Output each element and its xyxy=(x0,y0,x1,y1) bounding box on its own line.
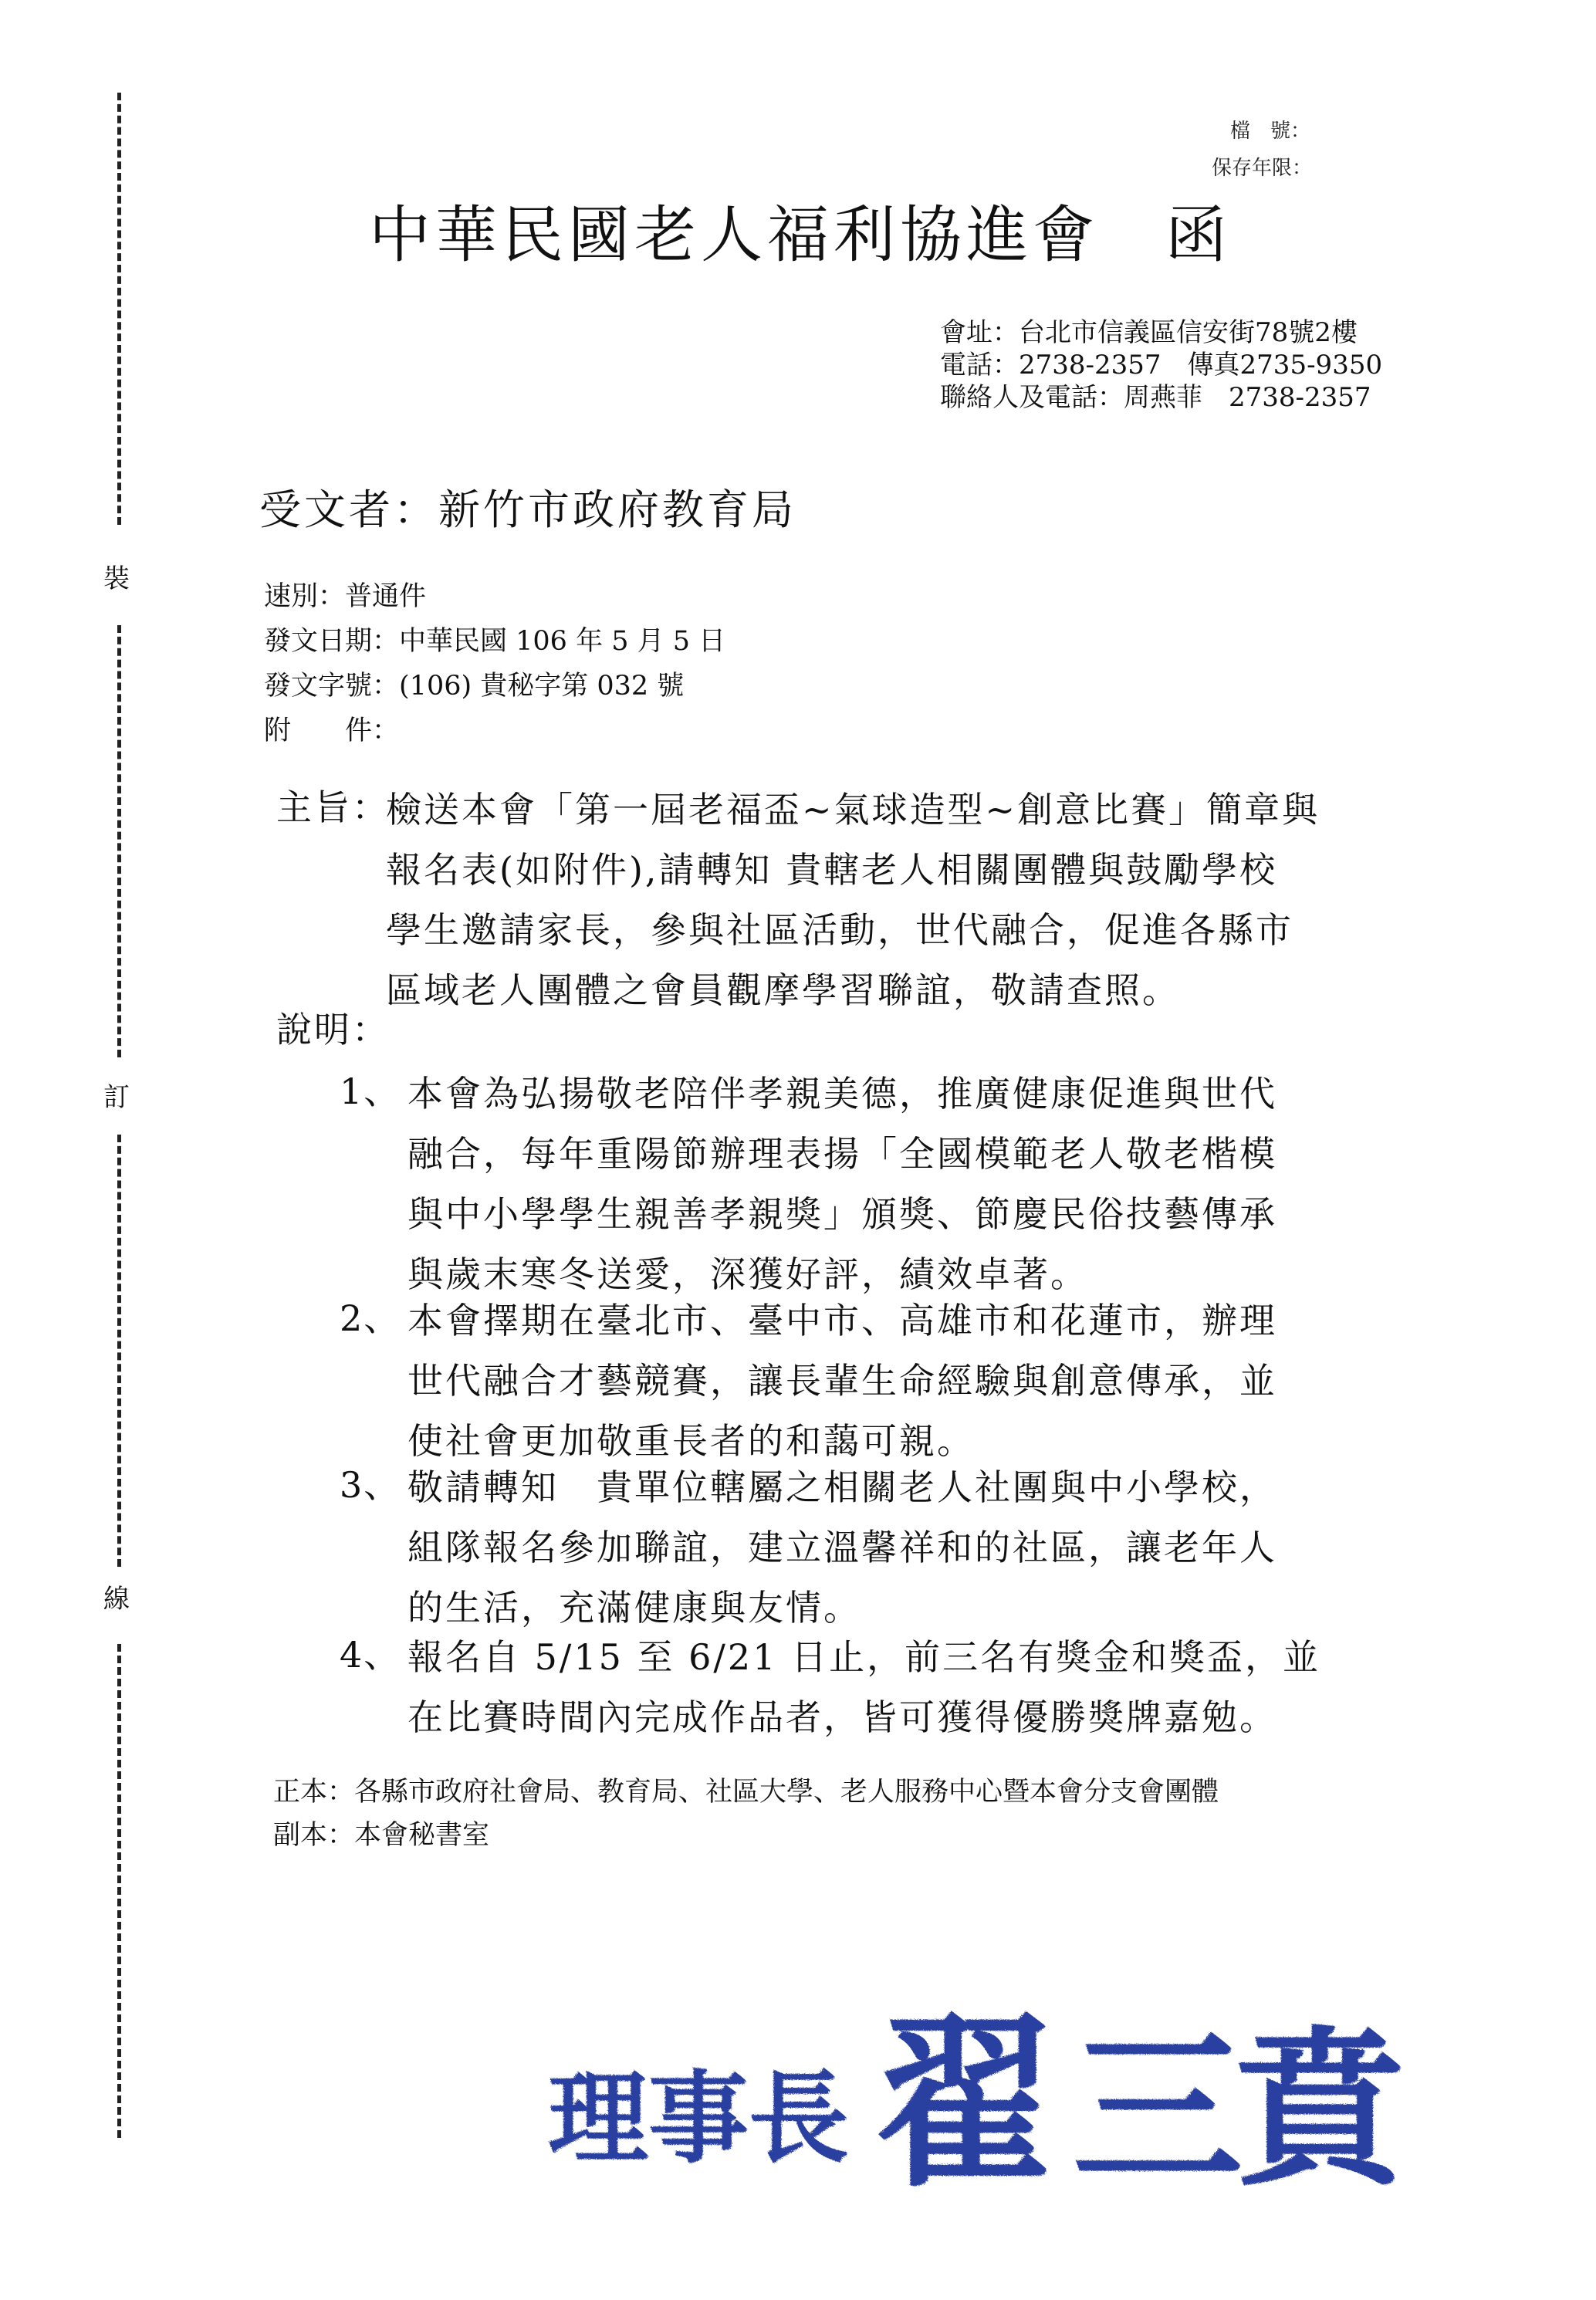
contact-block xyxy=(940,316,1382,414)
binding-dashed-line xyxy=(117,1135,121,1567)
chairman-signature-stamp xyxy=(548,1976,1412,2207)
distribution-block xyxy=(273,1771,1219,1857)
recipient: 受文者：新竹市政府教育局 xyxy=(259,485,796,534)
item-line: 在比賽時間內完成作品者，皆可獲得優勝獎牌嘉勉。 xyxy=(407,1696,1277,1738)
stamp-glyph: 理 xyxy=(548,2060,649,2177)
binding-dashed-line xyxy=(117,93,121,525)
subject-body xyxy=(386,780,1420,1020)
item-line: 與中小學學生親善孝親獎」頒獎、節慶民俗技藝傳承 xyxy=(407,1193,1277,1235)
original-recipients: 正本：各縣市政府社會局、教育局、社區大學、老人服務中心暨本會分支會團體 xyxy=(273,1777,1219,1808)
stamp-glyph: 三 xyxy=(1073,2011,1243,2207)
explanation-item xyxy=(407,1064,1411,1304)
address-line: 會址：台北市信義區信安街78號2樓 xyxy=(940,317,1358,348)
subject-line: 學生邀請家長，參與社區活動，世代融合，促進各縣市 xyxy=(386,909,1293,951)
contact-person-line: 聯絡人及電話：周燕菲 2738-2357 xyxy=(940,382,1371,413)
explanation-item xyxy=(407,1290,1411,1471)
item-line: 的生活，充滿健康與友情。 xyxy=(407,1587,861,1629)
binding-dashed-line xyxy=(117,625,121,1057)
stamp-glyph: 翟 xyxy=(872,1997,1058,2207)
item-line: 組隊報名參加聯誼，建立溫馨祥和的社區，讓老年人 xyxy=(407,1527,1277,1568)
explanation-item-number: 1、 xyxy=(340,1071,401,1112)
item-line: 敬請轉知 貴單位轄屬之相關老人社團與中小學校， xyxy=(407,1466,1277,1508)
item-line: 報名自 5/15 至 6/21 日止，前三名有獎金和獎盃，並 xyxy=(407,1636,1321,1678)
document-meta xyxy=(264,574,725,753)
stamp-glyph: 長 xyxy=(749,2060,850,2177)
subject-line: 區域老人團體之會員觀摩學習聯誼，敬請查照。 xyxy=(386,969,1180,1011)
binding-mark-ding: 訂 xyxy=(103,1082,130,1113)
file-number-label: 檔 號： xyxy=(1230,120,1311,143)
explanation-item-number: 4、 xyxy=(340,1634,401,1676)
item-line: 本會擇期在臺北市、臺中市、高雄市和花蓮市，辦理 xyxy=(407,1300,1277,1341)
meta-doc-number: 發文字號：(106) 貴秘字第 032 號 xyxy=(264,671,685,702)
binding-dashed-line xyxy=(117,1644,121,2138)
stamp-glyph: 事 xyxy=(648,2060,749,2177)
meta-date: 發文日期：中華民國 106 年 5 月 5 日 xyxy=(264,626,726,657)
copy-recipients: 副本：本會秘書室 xyxy=(273,1820,490,1851)
item-line: 使社會更加敬重長者的和藹可親。 xyxy=(407,1420,975,1462)
explanation-item xyxy=(407,1627,1411,1747)
item-line: 融合，每年重陽節辦理表揚「全國模範老人敬老楷模 xyxy=(407,1133,1277,1175)
retention-period-label: 保存年限： xyxy=(1212,157,1313,180)
binding-mark-xian: 線 xyxy=(103,1584,130,1615)
explanation-label: 說明： xyxy=(276,1009,390,1050)
explanation-item xyxy=(407,1457,1411,1638)
meta-attachment: 附 件： xyxy=(264,715,400,746)
stamp-glyph: 賁 xyxy=(1235,2011,1405,2207)
meta-speed: 速別：普通件 xyxy=(264,581,427,612)
document-title: 中華民國老人福利協進會 函 xyxy=(369,199,1232,271)
explanation-item-number: 3、 xyxy=(340,1464,401,1506)
subject-label: 主旨： xyxy=(276,786,390,828)
subject-line: 報名表(如附件),請轉知 貴轄老人相關團體與鼓勵學校 xyxy=(386,849,1278,891)
binding-mark-zhuang: 裝 xyxy=(103,563,130,594)
phone-fax-line: 電話：2738-2357 傳真2735-9350 xyxy=(940,350,1383,381)
item-line: 與歲末寒冬送愛，深獲好評，績效卓著。 xyxy=(407,1253,1088,1295)
subject-line: 檢送本會「第一屆老福盃~氣球造型~創意比賽」簡章與 xyxy=(386,789,1320,830)
item-line: 本會為弘揚敬老陪伴孝親美德，推廣健康促進與世代 xyxy=(407,1073,1277,1114)
explanation-item-number: 2、 xyxy=(340,1297,401,1339)
item-line: 世代融合才藝競賽，讓長輩生命經驗與創意傳承，並 xyxy=(407,1360,1277,1402)
